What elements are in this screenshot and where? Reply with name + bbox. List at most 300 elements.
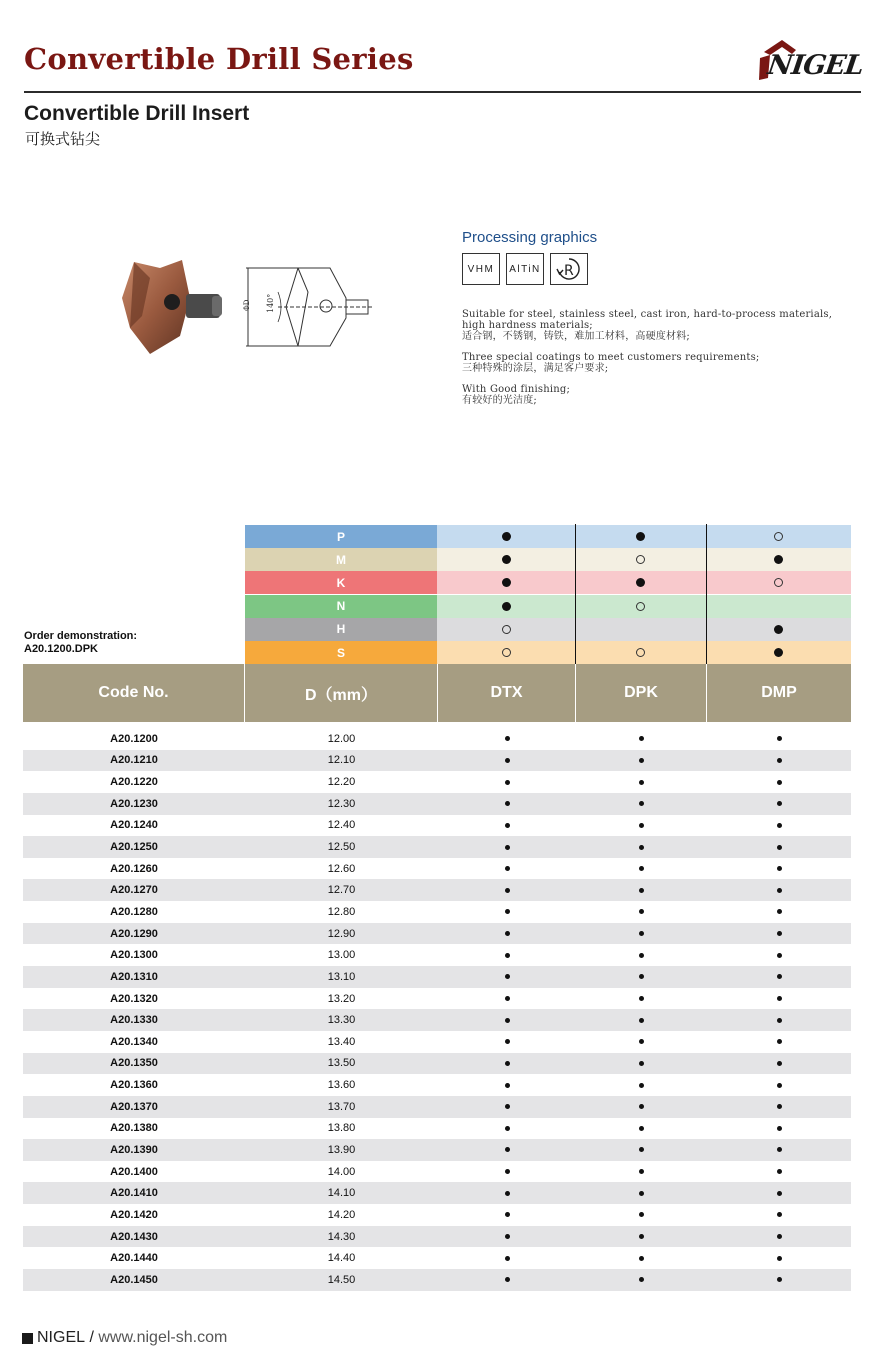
table-row bbox=[23, 793, 851, 815]
availability-cell bbox=[576, 923, 707, 945]
available-dot-icon bbox=[505, 1039, 510, 1044]
availability-cell bbox=[438, 728, 576, 750]
available-dot-icon bbox=[777, 931, 782, 936]
availability-cell bbox=[707, 1118, 851, 1140]
available-dot-icon bbox=[639, 1018, 644, 1023]
material-cell bbox=[575, 595, 706, 618]
availability-cell bbox=[576, 1096, 707, 1118]
available-dot-icon bbox=[505, 736, 510, 741]
header-code: Code No. bbox=[23, 664, 245, 722]
table-body bbox=[23, 728, 851, 1291]
available-dot-icon bbox=[639, 736, 644, 741]
available-dot-icon bbox=[777, 1212, 782, 1217]
available-dot-icon bbox=[505, 845, 510, 850]
available-dot-icon bbox=[505, 1169, 510, 1174]
available-dot-icon bbox=[639, 845, 644, 850]
availability-cell bbox=[707, 1139, 851, 1161]
availability-cell bbox=[576, 1247, 707, 1269]
available-dot-icon bbox=[777, 1061, 782, 1066]
table-row bbox=[23, 1139, 851, 1161]
table-row bbox=[23, 771, 851, 793]
code-cell: A20.1300 bbox=[110, 949, 158, 962]
availability-cell bbox=[438, 793, 576, 815]
availability-cell bbox=[576, 1269, 707, 1291]
drawing-diameter-label: ΦD bbox=[243, 299, 251, 311]
availability-cell bbox=[438, 966, 576, 988]
footer-square-icon bbox=[22, 1333, 33, 1344]
material-cell bbox=[437, 548, 575, 571]
available-dot-icon bbox=[639, 1126, 644, 1131]
availability-cell bbox=[707, 1009, 851, 1031]
available-dot-icon bbox=[639, 974, 644, 979]
diameter-cell: 12.00 bbox=[327, 732, 356, 745]
availability-cell bbox=[438, 1226, 576, 1248]
availability-cell bbox=[707, 1161, 851, 1183]
material-row bbox=[245, 618, 851, 641]
available-dot-icon bbox=[639, 1061, 644, 1066]
code-cell: A20.1310 bbox=[110, 970, 158, 983]
header-diameter: D（mm） bbox=[245, 664, 438, 722]
table-row bbox=[23, 879, 851, 901]
available-dot-icon bbox=[639, 953, 644, 958]
table-row bbox=[23, 1226, 851, 1248]
desc-1-en: Suitable for steel, stainless steel, cast iron, hard-to-process materials, high hardness materials; bbox=[462, 309, 833, 331]
availability-cell bbox=[438, 1053, 576, 1075]
available-dot-icon bbox=[777, 996, 782, 1001]
diameter-cell: 12.10 bbox=[327, 754, 356, 767]
available-dot-icon bbox=[777, 1277, 782, 1282]
available-dot-icon bbox=[777, 845, 782, 850]
header-dpk: DPK bbox=[576, 664, 707, 722]
availability-cell bbox=[707, 793, 851, 815]
code-cell: A20.1280 bbox=[110, 905, 158, 918]
availability-cell bbox=[707, 966, 851, 988]
availability-cell bbox=[576, 901, 707, 923]
table-row bbox=[23, 858, 851, 880]
availability-cell bbox=[707, 1074, 851, 1096]
available-dot-icon bbox=[505, 1104, 510, 1109]
material-label: M bbox=[245, 548, 437, 571]
material-cell bbox=[437, 525, 575, 548]
filled-dot-icon bbox=[502, 555, 511, 564]
diameter-cell: 14.50 bbox=[327, 1273, 356, 1286]
table-row bbox=[23, 1096, 851, 1118]
available-dot-icon bbox=[505, 1256, 510, 1261]
availability-cell bbox=[438, 1269, 576, 1291]
availability-cell bbox=[576, 1204, 707, 1226]
available-dot-icon bbox=[505, 866, 510, 871]
available-dot-icon bbox=[639, 1169, 644, 1174]
available-dot-icon bbox=[639, 931, 644, 936]
open-dot-icon bbox=[502, 648, 511, 657]
availability-cell bbox=[576, 879, 707, 901]
open-dot-icon bbox=[774, 532, 783, 541]
code-cell: A20.1320 bbox=[110, 992, 158, 1005]
processing-title: Processing graphics bbox=[462, 229, 598, 246]
availability-cell bbox=[576, 771, 707, 793]
availability-cell bbox=[438, 858, 576, 880]
availability-cell bbox=[438, 1139, 576, 1161]
material-cell bbox=[437, 618, 575, 641]
availability-cell bbox=[707, 1247, 851, 1269]
available-dot-icon bbox=[777, 736, 782, 741]
material-row bbox=[245, 641, 851, 664]
availability-cell bbox=[707, 836, 851, 858]
code-cell: A20.1250 bbox=[110, 841, 158, 854]
material-cell bbox=[575, 571, 706, 594]
footer-brand: NIGEL bbox=[37, 1329, 86, 1346]
availability-cell bbox=[707, 1053, 851, 1075]
availability-cell bbox=[707, 1031, 851, 1053]
diameter-cell: 12.60 bbox=[327, 862, 356, 875]
code-cell: A20.1350 bbox=[110, 1057, 158, 1070]
availability-cell bbox=[576, 1182, 707, 1204]
available-dot-icon bbox=[777, 1039, 782, 1044]
availability-cell bbox=[576, 1009, 707, 1031]
code-cell: A20.1230 bbox=[110, 797, 158, 810]
diameter-cell: 12.30 bbox=[327, 797, 356, 810]
code-cell: A20.1270 bbox=[110, 884, 158, 897]
filled-dot-icon bbox=[502, 602, 511, 611]
available-dot-icon bbox=[639, 758, 644, 763]
material-label: N bbox=[245, 595, 437, 618]
availability-cell bbox=[707, 1096, 851, 1118]
availability-cell bbox=[576, 1031, 707, 1053]
filled-dot-icon bbox=[774, 625, 783, 634]
code-cell: A20.1370 bbox=[110, 1100, 158, 1113]
availability-cell bbox=[438, 901, 576, 923]
availability-cell bbox=[438, 1247, 576, 1269]
filled-dot-icon bbox=[502, 532, 511, 541]
header-dmp: DMP bbox=[761, 684, 797, 701]
table-row bbox=[23, 728, 851, 750]
available-dot-icon bbox=[639, 1039, 644, 1044]
table-row bbox=[23, 1074, 851, 1096]
available-dot-icon bbox=[777, 1169, 782, 1174]
material-cell bbox=[706, 548, 851, 571]
available-dot-icon bbox=[639, 823, 644, 828]
order-demonstration bbox=[24, 630, 137, 656]
availability-cell bbox=[438, 879, 576, 901]
material-cell bbox=[437, 641, 575, 664]
available-dot-icon bbox=[505, 801, 510, 806]
filled-dot-icon bbox=[774, 555, 783, 564]
altin-label: AlTiN bbox=[509, 263, 541, 275]
available-dot-icon bbox=[639, 888, 644, 893]
availability-cell bbox=[438, 988, 576, 1010]
available-dot-icon bbox=[505, 1234, 510, 1239]
availability-cell bbox=[438, 1161, 576, 1183]
order-demo-label: Order demonstration: bbox=[24, 630, 138, 642]
diameter-cell: 12.70 bbox=[327, 884, 356, 897]
material-cell bbox=[575, 618, 706, 641]
diameter-cell: 13.10 bbox=[327, 970, 356, 983]
table-row bbox=[23, 901, 851, 923]
availability-cell bbox=[576, 966, 707, 988]
availability-cell bbox=[707, 1182, 851, 1204]
available-dot-icon bbox=[505, 1083, 510, 1088]
availability-cell bbox=[707, 1226, 851, 1248]
available-dot-icon bbox=[777, 1256, 782, 1261]
desc-3-en: With Good finishing; bbox=[462, 384, 571, 395]
header-dtx: DTX bbox=[438, 664, 576, 722]
table-row bbox=[23, 1031, 851, 1053]
available-dot-icon bbox=[505, 974, 510, 979]
diameter-cell: 13.40 bbox=[327, 1035, 356, 1048]
available-dot-icon bbox=[777, 1191, 782, 1196]
product-subtitle: 可换式钻尖 bbox=[25, 130, 101, 148]
available-dot-icon bbox=[505, 931, 510, 936]
code-cell: A20.1450 bbox=[110, 1273, 158, 1286]
diameter-cell: 13.70 bbox=[327, 1100, 356, 1113]
availability-cell bbox=[576, 858, 707, 880]
code-cell: A20.1210 bbox=[110, 754, 158, 767]
available-dot-icon bbox=[505, 823, 510, 828]
material-cell bbox=[706, 525, 851, 548]
desc-2-en: Three special coatings to meet customers requirements; bbox=[462, 352, 760, 363]
filled-dot-icon bbox=[774, 648, 783, 657]
desc-2-zh: 三种特殊的涂层，满足客户要求; bbox=[462, 363, 609, 374]
availability-cell bbox=[576, 750, 707, 772]
diameter-cell: 13.30 bbox=[327, 1014, 356, 1027]
available-dot-icon bbox=[777, 909, 782, 914]
code-cell: A20.1420 bbox=[110, 1208, 158, 1221]
available-dot-icon bbox=[505, 1191, 510, 1196]
code-cell: A20.1330 bbox=[110, 1014, 158, 1027]
table-row bbox=[23, 1204, 851, 1226]
code-cell: A20.1430 bbox=[110, 1230, 158, 1243]
filled-dot-icon bbox=[636, 578, 645, 587]
material-cell bbox=[437, 571, 575, 594]
code-cell: A20.1410 bbox=[110, 1187, 158, 1200]
code-cell: A20.1240 bbox=[110, 819, 158, 832]
available-dot-icon bbox=[639, 1147, 644, 1152]
table-row bbox=[23, 1118, 851, 1140]
available-dot-icon bbox=[639, 1212, 644, 1217]
open-dot-icon bbox=[502, 625, 511, 634]
diameter-cell: 12.50 bbox=[327, 841, 356, 854]
product-title: Convertible Drill Insert bbox=[24, 102, 250, 125]
availability-cell bbox=[707, 750, 851, 772]
available-dot-icon bbox=[505, 996, 510, 1001]
availability-cell bbox=[576, 1074, 707, 1096]
table-row bbox=[23, 1269, 851, 1291]
available-dot-icon bbox=[639, 1256, 644, 1261]
code-cell: A20.1290 bbox=[110, 927, 158, 940]
availability-cell bbox=[438, 1031, 576, 1053]
code-cell: A20.1200 bbox=[110, 732, 158, 745]
table-row bbox=[23, 988, 851, 1010]
availability-cell bbox=[438, 923, 576, 945]
vhm-label: VHM bbox=[467, 263, 495, 275]
table-row bbox=[23, 923, 851, 945]
availability-cell bbox=[438, 836, 576, 858]
available-dot-icon bbox=[777, 888, 782, 893]
available-dot-icon bbox=[639, 780, 644, 785]
available-dot-icon bbox=[505, 909, 510, 914]
table-row bbox=[23, 966, 851, 988]
material-cell bbox=[706, 618, 851, 641]
availability-cell bbox=[438, 1118, 576, 1140]
available-dot-icon bbox=[505, 953, 510, 958]
available-dot-icon bbox=[777, 1104, 782, 1109]
available-dot-icon bbox=[505, 1018, 510, 1023]
footer-site-link[interactable]: www.nigel-sh.com bbox=[98, 1329, 228, 1346]
available-dot-icon bbox=[777, 953, 782, 958]
available-dot-icon bbox=[777, 758, 782, 763]
available-dot-icon bbox=[505, 1277, 510, 1282]
table-row bbox=[23, 750, 851, 772]
material-cell bbox=[706, 571, 851, 594]
availability-cell bbox=[438, 1204, 576, 1226]
diameter-cell: 14.30 bbox=[327, 1230, 356, 1243]
availability-cell bbox=[576, 815, 707, 837]
header-divider bbox=[24, 91, 861, 93]
material-cell bbox=[437, 595, 575, 618]
availability-cell bbox=[576, 1118, 707, 1140]
availability-cell bbox=[707, 858, 851, 880]
availability-cell bbox=[576, 793, 707, 815]
availability-cell bbox=[576, 1161, 707, 1183]
availability-cell bbox=[438, 944, 576, 966]
available-dot-icon bbox=[639, 1104, 644, 1109]
available-dot-icon bbox=[777, 780, 782, 785]
available-dot-icon bbox=[639, 801, 644, 806]
table-row bbox=[23, 1053, 851, 1075]
table-row bbox=[23, 836, 851, 858]
table-row bbox=[23, 815, 851, 837]
rotation-r-icon bbox=[550, 253, 588, 285]
open-dot-icon bbox=[636, 555, 645, 564]
availability-cell bbox=[576, 1226, 707, 1248]
code-cell: A20.1380 bbox=[110, 1122, 158, 1135]
diameter-cell: 12.80 bbox=[327, 905, 356, 918]
diameter-cell: 14.20 bbox=[327, 1208, 356, 1221]
filled-dot-icon bbox=[636, 532, 645, 541]
available-dot-icon bbox=[505, 1147, 510, 1152]
availability-cell bbox=[438, 815, 576, 837]
available-dot-icon bbox=[639, 1277, 644, 1282]
availability-cell bbox=[707, 728, 851, 750]
open-dot-icon bbox=[774, 578, 783, 587]
available-dot-icon bbox=[777, 974, 782, 979]
diameter-cell: 13.50 bbox=[327, 1057, 356, 1070]
table-row bbox=[23, 1182, 851, 1204]
rotation-r-label: R bbox=[564, 263, 576, 279]
drawing-angle-label: 140° bbox=[266, 293, 275, 313]
available-dot-icon bbox=[777, 823, 782, 828]
availability-cell bbox=[438, 771, 576, 793]
diameter-cell: 12.90 bbox=[327, 927, 356, 940]
available-dot-icon bbox=[639, 1083, 644, 1088]
available-dot-icon bbox=[505, 888, 510, 893]
open-dot-icon bbox=[636, 648, 645, 657]
table-row bbox=[23, 1161, 851, 1183]
diameter-cell: 13.60 bbox=[327, 1079, 356, 1092]
material-label: S bbox=[245, 641, 437, 664]
material-label: H bbox=[245, 618, 437, 641]
material-cell bbox=[575, 641, 706, 664]
footer-separator: / bbox=[85, 1329, 99, 1346]
availability-cell bbox=[707, 1204, 851, 1226]
availability-cell bbox=[438, 1096, 576, 1118]
availability-cell bbox=[707, 1269, 851, 1291]
available-dot-icon bbox=[505, 780, 510, 785]
available-dot-icon bbox=[505, 1061, 510, 1066]
diameter-cell: 12.20 bbox=[327, 776, 356, 789]
material-row bbox=[245, 548, 851, 571]
series-title: Convertible Drill Series bbox=[24, 42, 414, 76]
available-dot-icon bbox=[639, 1234, 644, 1239]
diameter-cell: 13.20 bbox=[327, 992, 356, 1005]
available-dot-icon bbox=[777, 1234, 782, 1239]
code-cell: A20.1400 bbox=[110, 1165, 158, 1178]
code-cell: A20.1440 bbox=[110, 1252, 158, 1265]
code-cell: A20.1220 bbox=[110, 776, 158, 789]
diameter-cell: 14.10 bbox=[327, 1187, 356, 1200]
material-row bbox=[245, 525, 851, 548]
available-dot-icon bbox=[777, 801, 782, 806]
code-cell: A20.1260 bbox=[110, 862, 158, 875]
diameter-cell: 13.80 bbox=[327, 1122, 356, 1135]
availability-cell bbox=[438, 750, 576, 772]
availability-cell bbox=[707, 815, 851, 837]
available-dot-icon bbox=[505, 1126, 510, 1131]
availability-cell bbox=[576, 944, 707, 966]
availability-cell bbox=[707, 923, 851, 945]
material-divider bbox=[575, 524, 576, 664]
insert-drawing bbox=[238, 262, 378, 352]
available-dot-icon bbox=[639, 866, 644, 871]
logo-text: NIGEL bbox=[765, 50, 866, 81]
table-row bbox=[23, 944, 851, 966]
availability-cell bbox=[438, 1009, 576, 1031]
availability-cell bbox=[438, 1074, 576, 1096]
order-demo-example: A20.1200.DPK bbox=[24, 643, 98, 655]
availability-cell bbox=[707, 988, 851, 1010]
material-divider bbox=[706, 524, 707, 664]
material-cell bbox=[575, 525, 706, 548]
code-cell: A20.1360 bbox=[110, 1079, 158, 1092]
nigel-logo bbox=[756, 38, 866, 84]
availability-cell bbox=[707, 944, 851, 966]
availability-cell bbox=[576, 836, 707, 858]
material-row bbox=[245, 571, 851, 594]
material-label: K bbox=[245, 571, 437, 594]
insert-photo bbox=[120, 258, 230, 358]
available-dot-icon bbox=[639, 1191, 644, 1196]
altin-icon bbox=[506, 253, 544, 285]
available-dot-icon bbox=[505, 758, 510, 763]
availability-cell bbox=[576, 1139, 707, 1161]
material-cell bbox=[706, 595, 851, 618]
vhm-icon bbox=[462, 253, 500, 285]
filled-dot-icon bbox=[502, 578, 511, 587]
table-header bbox=[23, 664, 851, 722]
code-cell: A20.1340 bbox=[110, 1035, 158, 1048]
availability-cell bbox=[707, 879, 851, 901]
availability-cell bbox=[576, 1053, 707, 1075]
available-dot-icon bbox=[639, 996, 644, 1001]
available-dot-icon bbox=[639, 909, 644, 914]
diameter-cell: 14.40 bbox=[327, 1252, 356, 1265]
desc-1-zh: 适合钢，不锈钢，铸铁，难加工材料，高硬度材料; bbox=[462, 331, 690, 342]
material-cell bbox=[706, 641, 851, 664]
code-cell: A20.1390 bbox=[110, 1143, 158, 1156]
available-dot-icon bbox=[777, 1126, 782, 1131]
desc-3-zh: 有较好的光洁度; bbox=[462, 395, 537, 406]
available-dot-icon bbox=[777, 1147, 782, 1152]
